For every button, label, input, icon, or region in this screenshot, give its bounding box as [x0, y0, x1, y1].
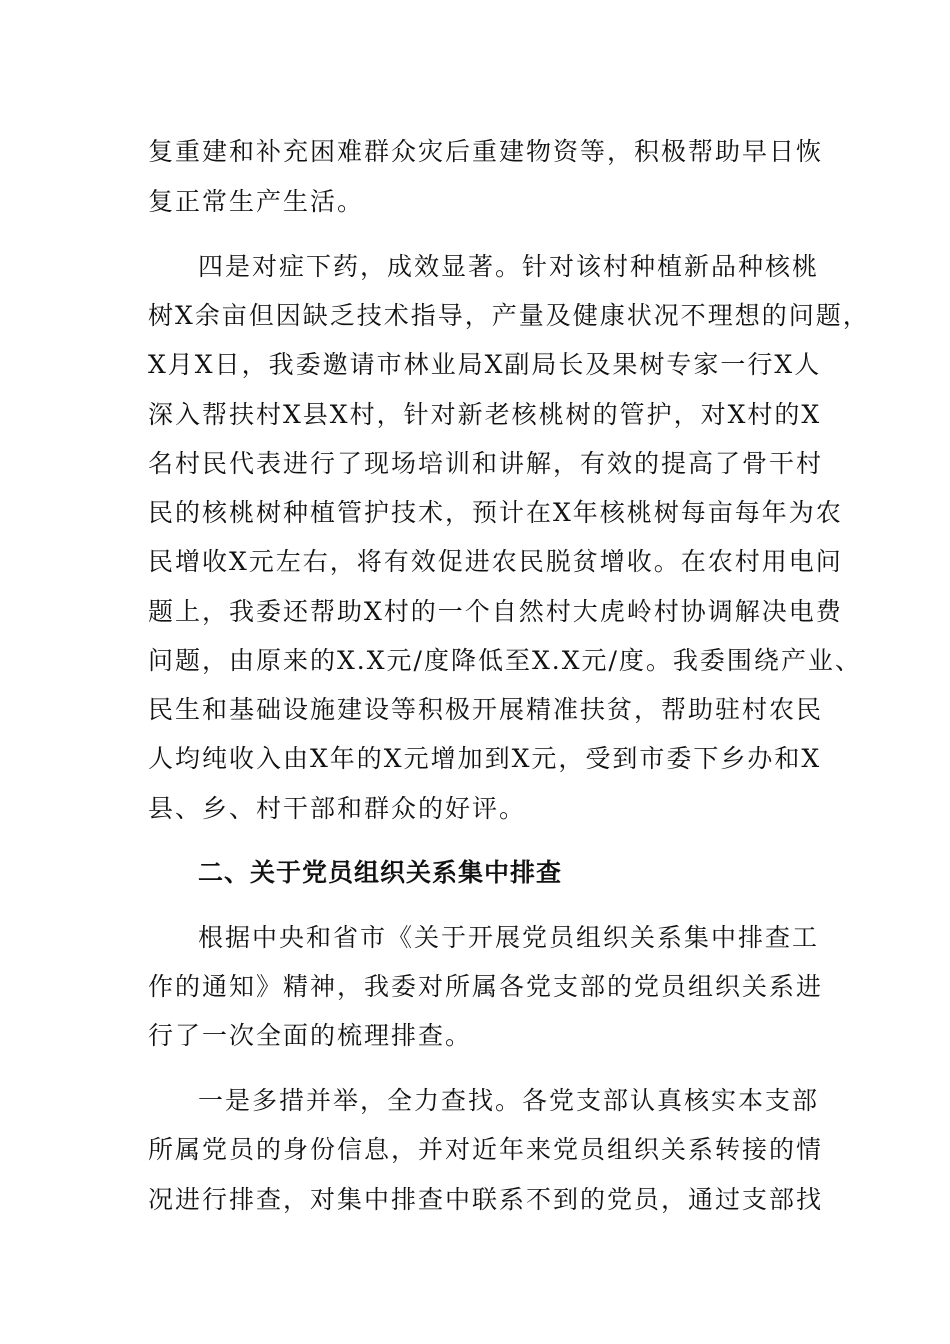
text-line: 况进行排查，对集中排查中联系不到的党员，通过支部找	[148, 1185, 824, 1214]
text-line: 复正常生产生活。	[148, 187, 365, 216]
text-line: 作的通知》精神，我委对所属各党支部的党员组织关系进	[148, 972, 824, 1001]
text-line: X月X日，我委邀请市林业局X副局长及果树专家一行X人	[148, 350, 822, 379]
text-line: 人均纯收入由X年的X元增加到X元，受到市委下乡办和X	[148, 744, 822, 773]
section-heading: 二、关于党员组织关系集中排查	[198, 858, 563, 887]
text-line: 所属党员的身份信息，并对近年来党员组织关系转接的情	[148, 1135, 824, 1164]
text-line: 行了一次全面的梳理排查。	[148, 1021, 473, 1050]
text-line: 名村民代表进行了现场培训和讲解，有效的提高了骨干村	[148, 449, 824, 478]
text-line: 民的核桃树种植管护技术，预计在X年核桃树每亩每年为农	[148, 498, 843, 527]
text-line: 民生和基础设施建设等积极开展精准扶贫，帮助驻村农民	[148, 695, 824, 724]
text-line: 复重建和补充困难群众灾后重建物资等，积极帮助早日恢	[148, 137, 824, 166]
text-line: 深入帮扶村X县X村，针对新老核桃树的管护，对X村的X	[148, 400, 822, 429]
text-line: 问题，由原来的X.X元/度降低至X.X元/度。我委围绕产业、	[148, 646, 862, 675]
text-line: 县、乡、村干部和群众的好评。	[148, 794, 527, 823]
text-line: 民增收X元左右，将有效促进农民脱贫增收。在农村用电问	[148, 547, 843, 576]
text-line: 题上，我委还帮助X村的一个自然村大虎岭村协调解决电费	[148, 597, 843, 626]
text-line: 树X余亩但因缺乏技术指导，产量及健康状况不理想的问题，	[148, 301, 870, 330]
paragraph-first-line: 四是对症下药，成效显著。针对该村种植新品种核桃	[198, 252, 820, 281]
paragraph-first-line: 根据中央和省市《关于开展党员组织关系集中排查工	[198, 923, 820, 952]
paragraph-first-line: 一是多措并举，全力查找。各党支部认真核实本支部	[198, 1086, 820, 1115]
